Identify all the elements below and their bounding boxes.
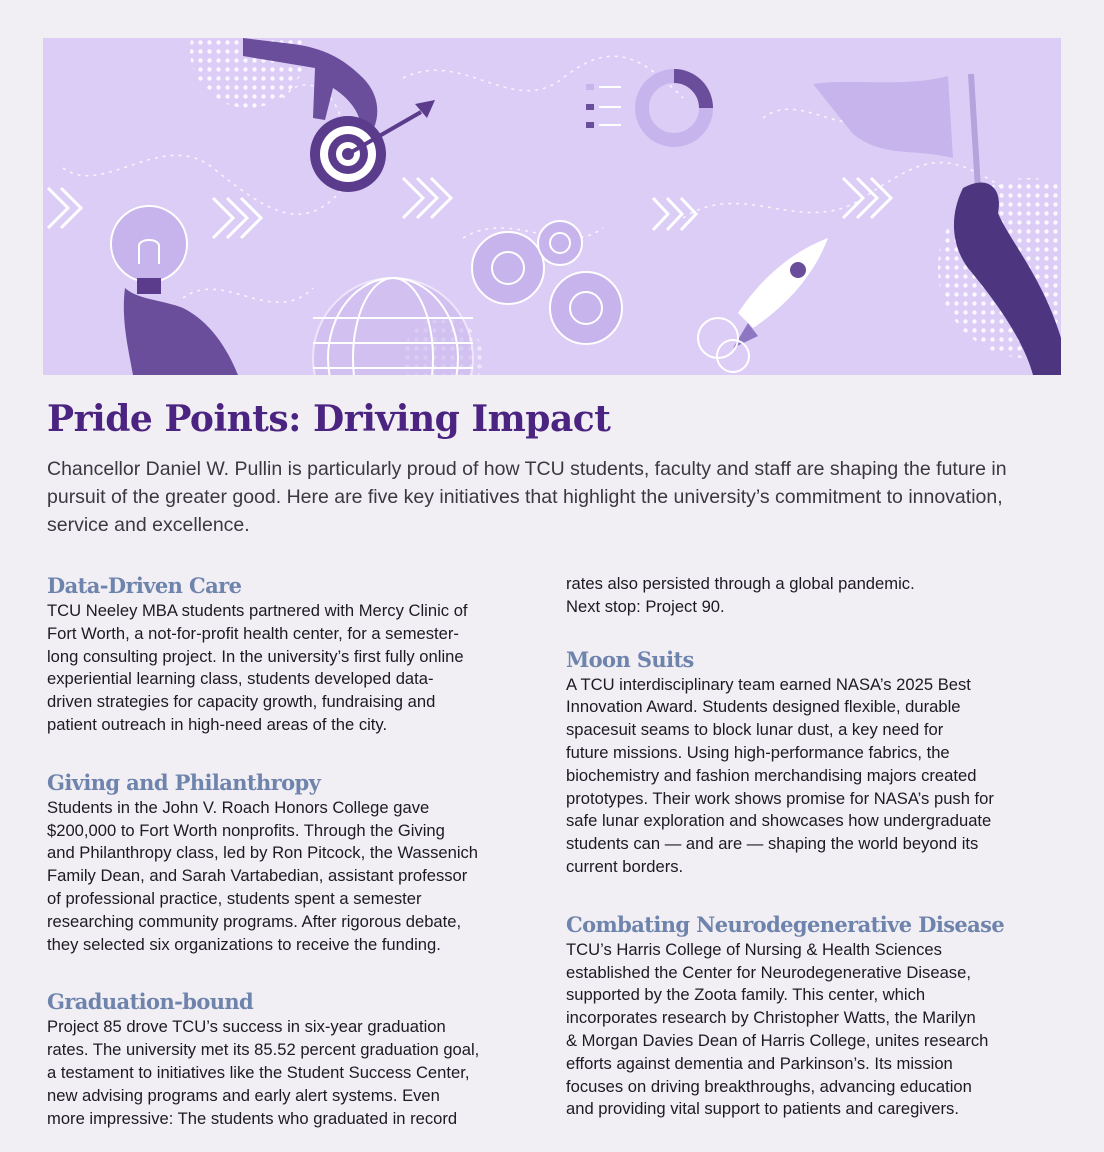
body-line: focuses on driving breakthroughs, advancing education — [566, 1076, 972, 1096]
body-line: patient outreach in high-need areas of the city. — [47, 714, 388, 734]
gears-icon — [472, 221, 622, 344]
section-data-driven-care — [47, 572, 547, 737]
body-line: they selected six organizations to receive the funding. — [47, 934, 441, 954]
body-line: Project 85 drove TCU’s success in six-year graduation — [47, 1017, 446, 1037]
donut-chart-icon — [586, 76, 706, 140]
body-line: Fort Worth, a not-for-profit health center, for a semester- — [47, 623, 459, 643]
body-line: established the Center for Neurodegenerative Disease, — [566, 962, 971, 982]
section-giving-and-philanthropy — [47, 769, 547, 957]
body-line: $200,000 to Fort Worth nonprofits. Through the Giving — [47, 820, 445, 840]
body-line: TCU Neeley MBA students partnered with Mercy Clinic of — [47, 601, 468, 620]
right-column — [566, 573, 1066, 1121]
section-heading: Combating Neurodegenerative Disease — [566, 911, 1005, 937]
body-line: incorporates research by Christopher Watts, the Marilyn — [566, 1008, 976, 1028]
body-line: and Philanthropy class, led by Ron Pitcock, the Wassenich — [47, 843, 479, 863]
body-line: biochemistry and fashion merchandising majors created — [566, 765, 977, 785]
body-line: efforts against dementia and Parkinson’s. Its mission — [566, 1053, 953, 1073]
section-heading: Moon Suits — [566, 646, 694, 672]
body-line: rates. The university met its 85.52 percent graduation goal, — [47, 1040, 480, 1060]
body-line: safe lunar exploration and showcases how undergraduate — [566, 811, 992, 831]
section-body — [47, 797, 547, 957]
body-line: driven strategies for capacity growth, fundraising and — [47, 692, 436, 712]
section-body — [566, 674, 1066, 879]
body-line: students can — and are — shaping the world beyond its — [566, 834, 979, 854]
hero-illustration — [43, 38, 1061, 375]
body-line: a testament to initiatives like the Student Success Center, — [47, 1062, 470, 1082]
body-line: TCU’s Harris College of Nursing & Health Sciences — [566, 939, 942, 959]
body-line: Innovation Award. Students designed flexible, durable — [566, 697, 961, 717]
section-moon-suits — [566, 646, 1066, 879]
left-column — [47, 572, 547, 1130]
section-neurodegenerative-disease — [566, 911, 1066, 1121]
globe-icon — [313, 278, 473, 375]
rocket-icon — [698, 238, 828, 372]
body-line: of professional practice, students spent a semester — [47, 888, 422, 908]
body-line: new advising programs and early alert systems. Even — [47, 1085, 440, 1105]
body-line: researching community programs. After rigorous debate, — [47, 911, 462, 931]
body-line: prototypes. Their work shows promise for NASA’s push for — [566, 788, 994, 808]
body-line: & Morgan Davies Dean of Harris College, unites research — [566, 1030, 989, 1050]
body-line: Next stop: Project 90. — [566, 596, 725, 616]
body-line: future missions. Using high-performance fabrics, the — [566, 742, 950, 762]
section-heading: Graduation-bound — [47, 989, 254, 1015]
body-line: A TCU interdisciplinary team earned NASA’s 2025 Best — [566, 674, 971, 694]
body-line: experiential learning class, students developed data- — [47, 669, 434, 689]
section-graduation-bound — [47, 988, 547, 1130]
section-heading: Data-Driven Care — [47, 573, 242, 598]
section-body-continued — [566, 573, 1066, 619]
body-line: long consulting project. In the university’s first fully online — [47, 646, 464, 666]
section-body — [47, 1016, 547, 1130]
body-line: and providing vital support to patients and caregivers. — [566, 1099, 959, 1119]
section-body — [566, 939, 1066, 1121]
body-line: supported by the Zoota family. This center, which — [566, 985, 926, 1005]
section-heading: Giving and Philanthropy — [47, 769, 321, 795]
intro-paragraph: Chancellor Daniel W. Pullin is particularly proud of how TCU students, faculty and staff are shaping the future in pursuit of the greater good. Here are five key initiatives that highlight the university’s commitment to innovation, service and excellence. — [47, 458, 1007, 536]
body-line: more impressive: The students who graduated in record — [47, 1108, 458, 1128]
body-line: Students in the John V. Roach Honors College gave — [47, 797, 430, 817]
body-line: rates also persisted through a global pandemic. — [566, 574, 915, 593]
body-line: Family Dean, and Sarah Vartabedian, assistant professor — [47, 866, 468, 886]
section-body — [47, 600, 547, 737]
body-line: current borders. — [566, 856, 684, 876]
body-line: spacesuit seams to block lunar dust, a key need for — [566, 720, 944, 740]
page-title: Pride Points: Driving Impact — [47, 398, 611, 440]
